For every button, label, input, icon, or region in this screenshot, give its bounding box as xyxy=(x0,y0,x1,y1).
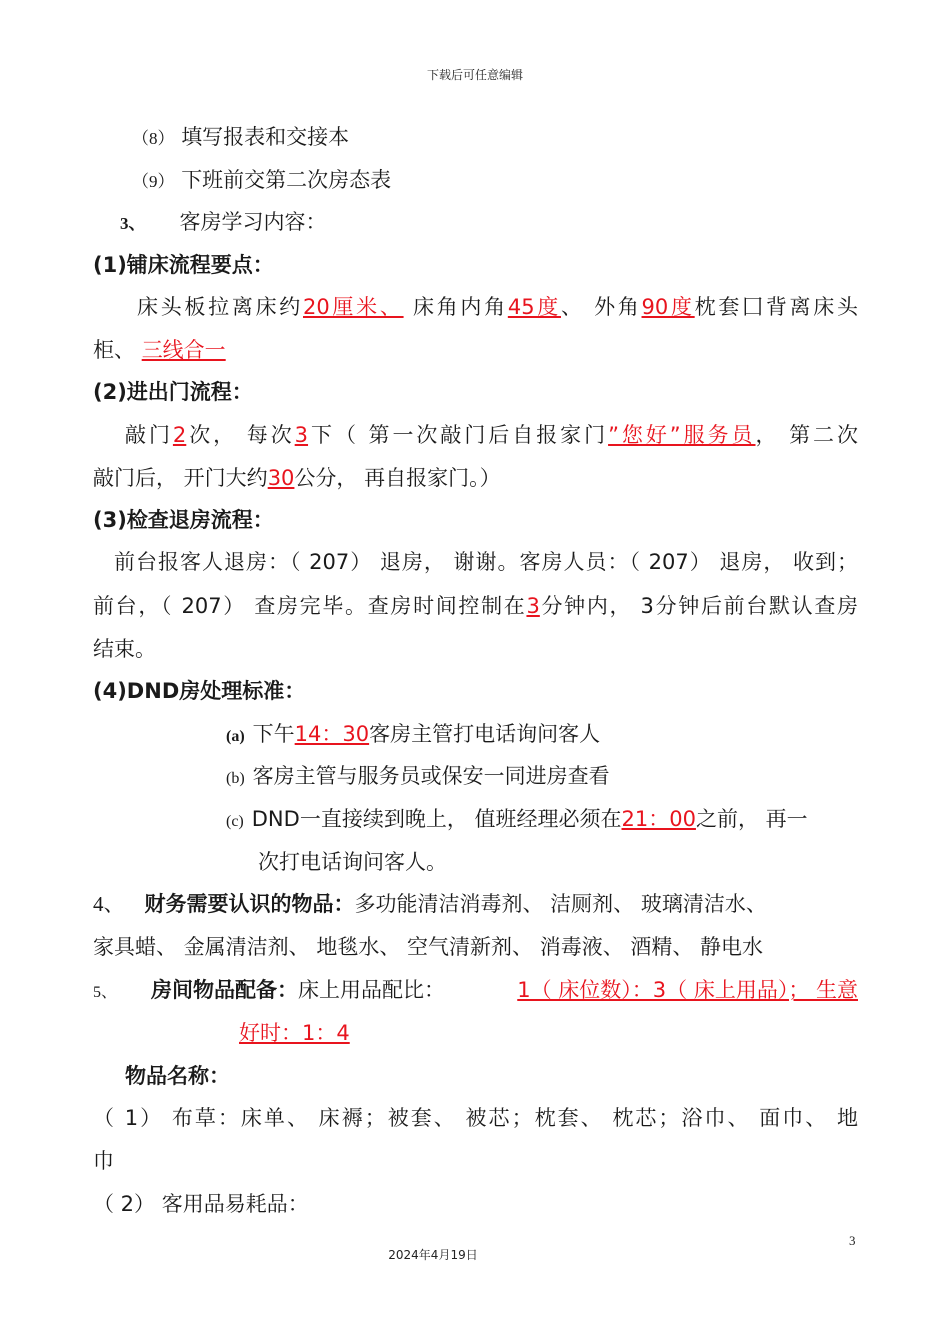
section-line: 4、 财务需要认识的物品：多功能清洁消毒剂、 洁厕剂、 玻璃清洁水、 xyxy=(93,892,767,916)
page-number: 3 xyxy=(849,1233,856,1248)
section-heading: 3、 客房学习内容： xyxy=(120,210,327,234)
paragraph-line: 前台报客人退房：（ 207） 退房， 谢谢。客房人员：（ 207） 退房， 收到； xyxy=(114,550,858,574)
paragraph-line: 床头板拉离床约20厘米、 床角内角45度、 外角90度枕套囗背离床头 xyxy=(137,295,858,319)
paragraph-line: 敲门2次， 每次3下（ 第一次敲门后自报家门”您好”服务员， 第二次 xyxy=(125,423,858,447)
list-item: (c) DND一直接续到晚上， 值班经理必须在21：00之前， 再一 xyxy=(226,807,808,831)
subsection-heading: (3)检查退房流程： xyxy=(93,508,274,532)
list-item: （8） 填写报表和交接本 xyxy=(132,125,350,149)
page-header: 下载后可任意编辑 xyxy=(426,68,523,82)
paragraph-line: 家具蜡、 金属清洁剂、 地毯水、 空气清新剂、 消毒液、 酒精、 静电水 xyxy=(93,935,764,959)
paragraph-line: （ 1） 布草：床单、 床褥；被套、 被芯；枕套、 枕芯；浴巾、 面巾、 地 xyxy=(93,1106,858,1130)
subsection-heading: (4)DND房处理标准： xyxy=(93,679,306,703)
paragraph-line: 柜、 三线合一 xyxy=(93,338,226,362)
list-item: (b) 客房主管与服务员或保安一同进房查看 xyxy=(226,764,610,788)
paragraph-line: 好时：1：4 xyxy=(239,1021,350,1045)
list-item-continuation: 次打电话询问客人。 xyxy=(258,850,447,874)
subsection-heading: 物品名称： xyxy=(125,1064,230,1088)
paragraph-line: 结束。 xyxy=(93,637,156,661)
paragraph-line: 敲门后， 开门大约30公分， 再自报家门。） xyxy=(93,466,501,490)
page-footer-date: 2024年4月19日 xyxy=(388,1248,478,1262)
paragraph-line: 前台，（ 207） 查房完毕。查房时间控制在3分钟内， 3分钟后前台默认查房 xyxy=(93,594,858,618)
paragraph-line: 巾 xyxy=(93,1149,114,1173)
list-item: (a) 下午14：30客房主管打电话询问客人 xyxy=(226,722,601,746)
subsection-heading: (2)进出门流程： xyxy=(93,380,253,404)
section-line: 5、 房间物品配备：床上用品配比： 1（ 床位数）：3（ 床上用品）； 生意 xyxy=(93,978,858,1002)
paragraph-line: （ 2） 客用品易耗品： xyxy=(93,1192,309,1216)
list-item: （9） 下班前交第二次房态表 xyxy=(132,168,392,192)
subsection-heading: (1)铺床流程要点： xyxy=(93,253,274,277)
